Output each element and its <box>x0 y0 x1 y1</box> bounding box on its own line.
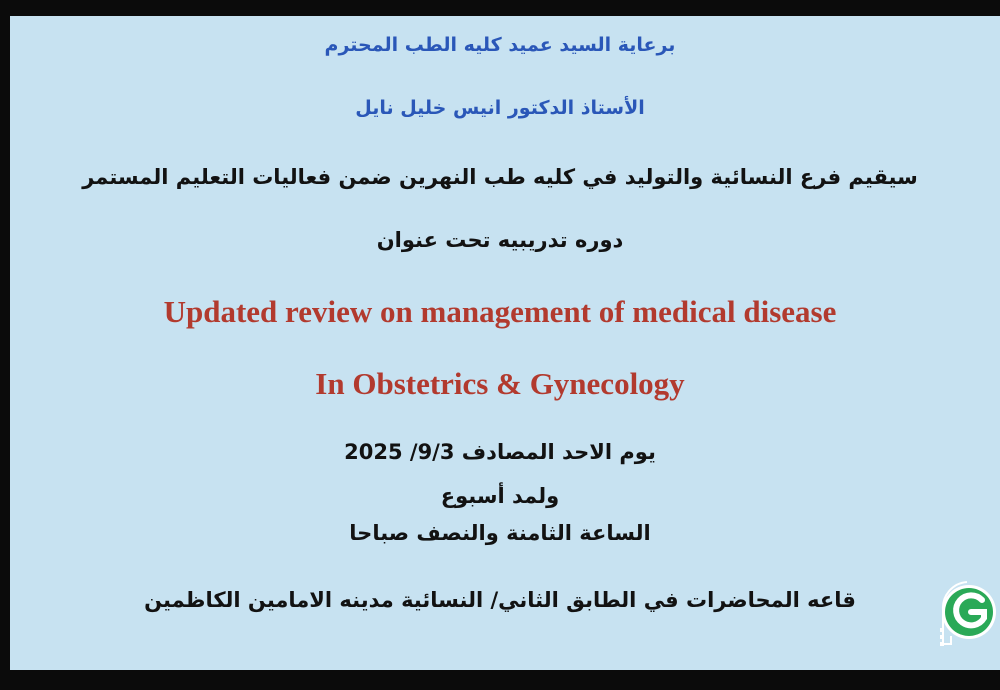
venue-line: قاعه المحاضرات في الطابق الثاني/ النسائية مدينه الامامين الكاظمين <box>144 588 856 612</box>
organizer-line: سيقيم فرع النسائية والتوليد في كليه طب النهرين ضمن فعاليات التعليم المستمر <box>82 165 918 189</box>
duration-line: ولمد أسبوع <box>440 484 560 508</box>
g-logo-icon <box>938 578 996 648</box>
time-line: الساعة الثامنة والنصف صباحا <box>349 521 651 545</box>
date-line: يوم الاحد المصادف 9/3/ 2025 <box>344 440 656 464</box>
sponsor-line: برعاية السيد عميد كليه الطب المحترم <box>324 34 676 56</box>
top-border <box>0 0 1000 16</box>
bottom-border <box>0 670 1000 690</box>
course-intro: دوره تدريبيه تحت عنوان <box>376 228 624 252</box>
course-title-line1: Updated review on management of medical disease <box>163 294 837 329</box>
professor-line: الأستاذ الدكتور انيس خليل نايل <box>355 97 645 119</box>
course-title-line2: In Obstetrics & Gynecology <box>315 366 685 401</box>
